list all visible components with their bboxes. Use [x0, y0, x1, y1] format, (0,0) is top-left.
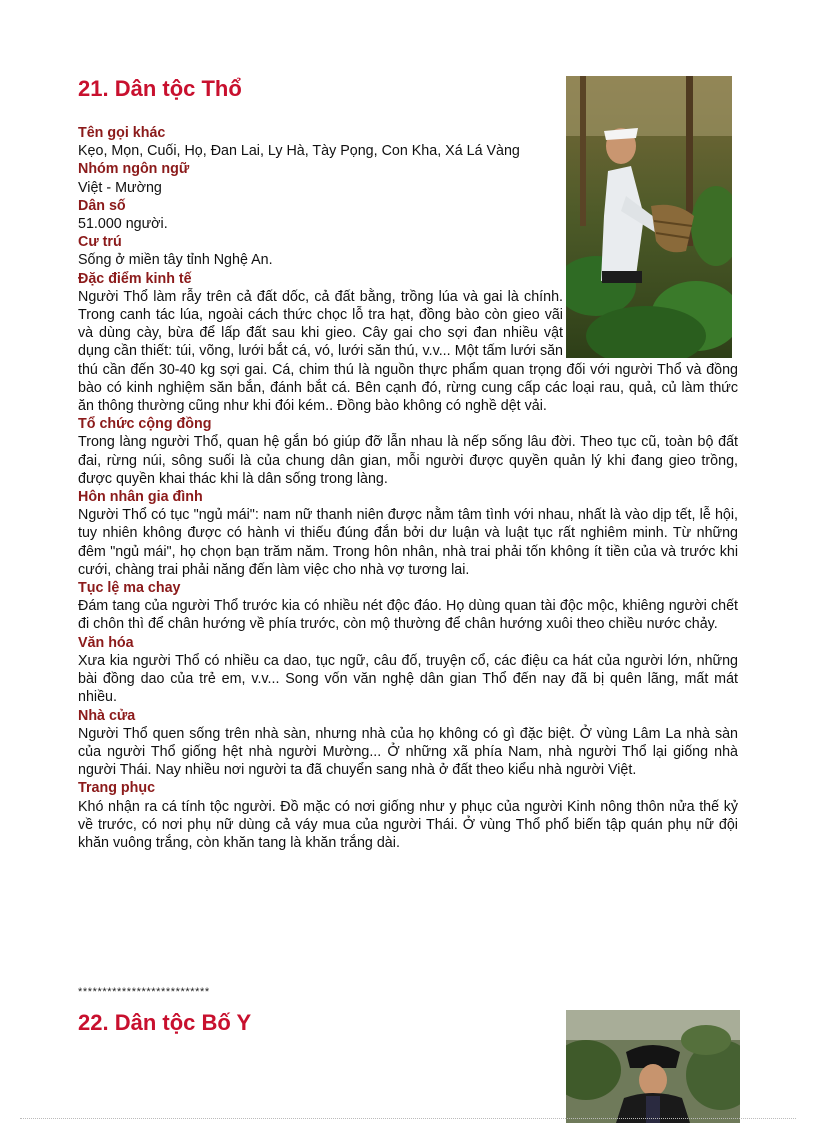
heading-to-chuc-cong-dong: Tổ chức cộng đồng — [78, 416, 212, 433]
text-to-chuc-cong-dong: Trong làng người Thổ, quan hệ gắn bó giúp đỡ lẫn nhau là nếp sống lâu đời. Theo tục cũ, toàn bộ đất đai, rừng núi, sông suối là của chung dân gian, mỗi người được quyền quản lý khi đang gieo trồng, được quyền khai thác khi là dân sống trong làng. — [78, 434, 738, 487]
heading-hon-nhan-gia-dinh: Hôn nhân gia đình — [78, 489, 203, 506]
text-dan-so: 51.000 người. — [78, 216, 168, 233]
heading-nha-cua: Nhà cửa — [78, 707, 136, 724]
text-nhom-ngon-ngu: Việt - Mường — [78, 179, 162, 196]
heading-nhom-ngon-ngu: Nhóm ngôn ngữ — [78, 161, 190, 178]
photo-wrap-space — [563, 124, 738, 357]
section-21-title: 21. Dân tộc Thổ — [78, 76, 242, 101]
heading-tuc-le-ma-chay: Tục lệ ma chay — [78, 580, 181, 597]
heading-dan-so: Dân số — [78, 197, 126, 214]
woman-in-black-turban-icon — [566, 1010, 740, 1123]
text-trang-phuc: Khó nhận ra cá tính tộc người. Đồ mặc có nơi giống như y phục của người Kinh nông thôn nửa thế kỷ về trước, có nơi phụ nữ dùng cả váy mua của người Thái. Ở vùng Thổ phổ biến tập quán phụ nữ đội khăn vuông trắng, còn khăn tang là khăn trắng dài. — [78, 798, 738, 851]
text-nha-cua: Người Thổ quen sống trên nhà sàn, nhưng nhà của họ không có gì đặc biệt. Ở vùng Lâm La nhà sàn của người Thổ giống hệt nhà người Mường... Ở những xã phía Nam, nhà người Thổ lại giống nhà người Thái. Nay nhiều nơi người ta đã chuyển sang nhà ở đất theo kiểu nhà người Việt. — [78, 725, 738, 779]
bo-y-woman-photo — [566, 1010, 740, 1123]
text-van-hoa: Xưa kia người Thổ có nhiều ca dao, tục ngữ, câu đố, truyện cổ, các điệu ca hát của người lớn, những bài đồng dao của trẻ em, v.v... Song vốn văn nghệ dân gian Thổ đến nay đã bị quên lãng, mất mát nhiều. — [78, 652, 738, 706]
heading-dac-diem-kinh-te: Đặc điểm kinh tế — [78, 270, 192, 287]
heading-trang-phuc: Trang phục — [78, 780, 156, 797]
text-hon-nhan-gia-dinh: Người Thổ có tục "ngủ mái": nam nữ thanh niên được nằm tâm tình với nhau, nhất là vào dịp tết, lễ hội, tuy nhiên không được có hành vi thiếu đúng đắn bởi dư luận và luật tục rất nghiêm minh. Từ những đêm "ngủ mái", họ chọn bạn trăm năm. Trong hôn nhân, nhà trai phải tốn không ít tiền của và trước khi cưới, chàng trai phải năng đến làm việc cho nhà vợ tương lai. — [78, 507, 738, 578]
section-separator: *************************** — [78, 986, 210, 998]
text-cu-tru: Sống ở miền tây tỉnh Nghệ An. — [78, 252, 273, 269]
section-22-title: 22. Dân tộc Bố Y — [78, 1010, 252, 1035]
section-21-body — [78, 124, 738, 852]
heading-van-hoa: Văn hóa — [78, 634, 134, 651]
heading-ten-goi-khac: Tên gọi khác — [78, 125, 166, 141]
text-tuc-le-ma-chay: Đám tang của người Thổ trước kia có nhiều nét độc đáo. Họ dùng quan tài độc mộc, khiêng người chết đi chôn thì để chân hướng về phía trước, còn mộ thường để chân hướng xuôi theo chiều nước chảy. — [78, 598, 738, 633]
heading-cu-tru: Cư trú — [78, 234, 122, 251]
bottom-dotted-rule — [20, 1118, 796, 1119]
text-dac-diem-kinh-te: Người Thổ làm rẫy trên cả đất dốc, cả đất bằng, trồng lúa và gai là chính. Trong canh tác lúa, ngoài cách thức chọc lỗ tra hạt, đồng bào còn gieo vãi và dùng cày, bừa để lấp đất sau khi gieo. Cây gai cho sợi đan nhiều vật dụng cần thiết: túi, võng, lưới bắt cá, vó, lưới săn thú, v.v... Một tấm lưới săn thú cần đến 30-40 kg sợi gai. Cá, chim thú là nguồn thực phẩm quan trọng đối với người Thổ và đồng bào có kinh nghiệm săn bắn, đánh bắt cá. Bên cạnh đó, rừng cung cấp các loại rau, quả, củ làm thức ăn thông thường cũng như khi đói kém.. Đồng bào không có nghề dệt vải. — [78, 288, 738, 415]
text-ten-goi-khac: Kẹo, Mọn, Cuối, Họ, Đan Lai, Ly Hà, Tày Pọng, Con Kha, Xá Lá Vàng — [78, 143, 520, 160]
